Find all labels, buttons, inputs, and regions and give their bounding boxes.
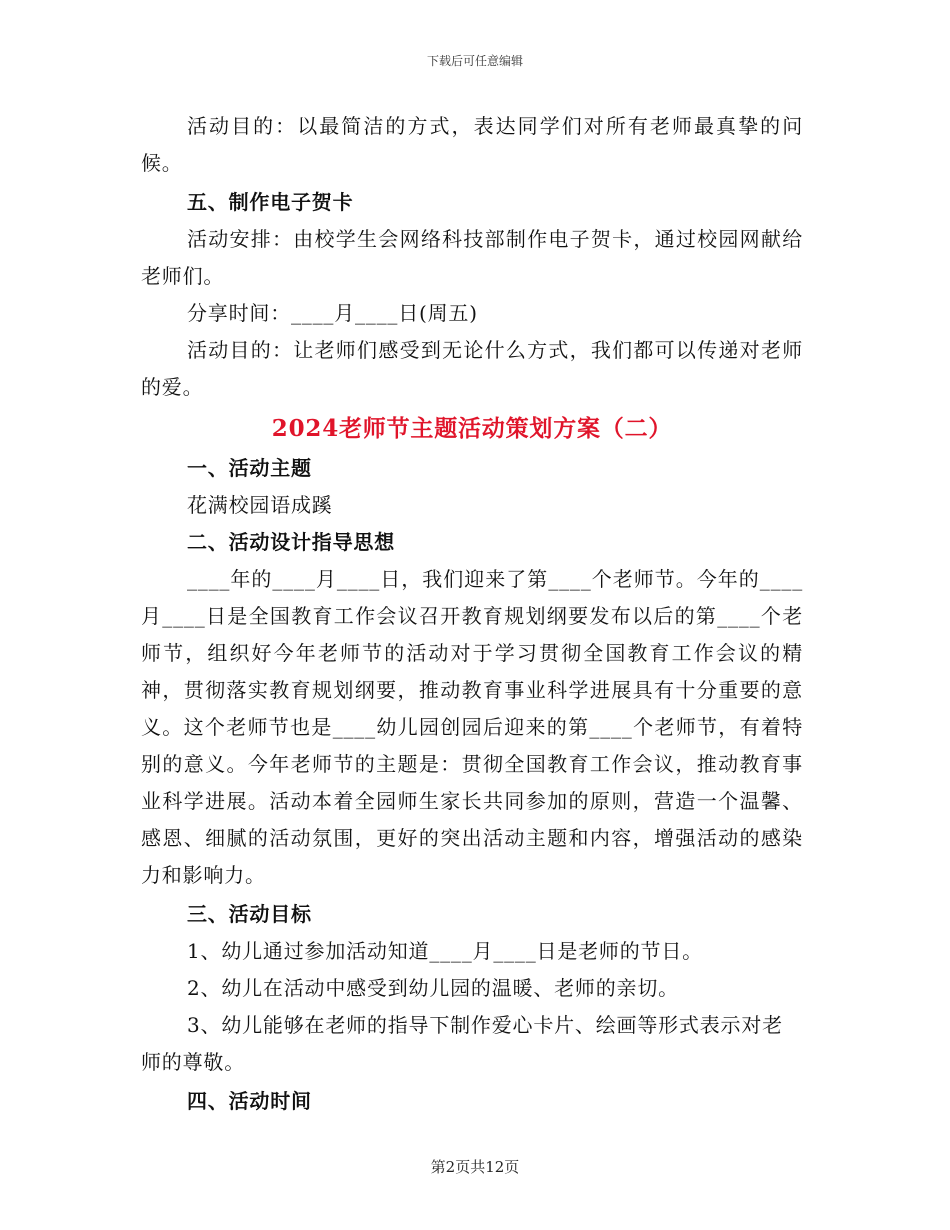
section-heading-2: 二、活动设计指导思想 [187,530,395,554]
document-title: 2024老师节主题活动策划方案（二） [271,415,673,442]
paragraph-activity-purpose-2: 活动目的：让老师们感受到无论什么方式，我们都可以传递对老师的爱。 [141,338,803,399]
paragraph-activity-arrangement: 活动安排：由校学生会网络科技部制作电子贺卡，通过校园网献给老师们。 [141,227,803,288]
goal-item-1: 1、幼儿通过参加活动知道____月____日是老师的节日。 [187,939,703,963]
paragraph-activity-purpose-1: 活动目的：以最简洁的方式，表达同学们对所有老师最真挚的问候。 [141,114,803,175]
section-heading-4: 四、活动时间 [187,1089,312,1113]
document-body [141,108,803,1120]
paragraph-share-time: 分享时间：____月____日(周五) [187,301,478,325]
section-heading-1: 一、活动主题 [187,456,312,480]
goal-item-2: 2、幼儿在活动中感受到幼儿园的温暖、老师的亲切。 [187,976,679,1000]
section-heading-3: 三、活动目标 [187,902,312,926]
goal-item-3: 3、幼儿能够在老师的指导下制作爱心卡片、绘画等形式表示对老师的尊敬。 [141,1013,783,1074]
activity-theme-text: 花满校园语成蹊 [187,493,333,517]
page-footer: 第2页共12页 [430,1158,520,1176]
guiding-thought-paragraph: ____年的____月____日，我们迎来了第____个老师节。今年的____月____日是全国教育工作会议召开教育规划纲要发布以后的第____个老师节，组织好今年老师节的活动对于学习贯彻全国教育工作会议的精神，贯彻落实教育规划纲要，推动教育事业科学进展具有十分重要的意义。这个老师节也是____幼儿园创园后迎来的第____个老师节，有着特别的意义。今年老师节的主题是：贯彻全国教育工作会议，推动教育事业科学进展。活动本着全园师生家长共同参加的原则，营造一个温馨、感恩、细腻的活动氛围，更好的突出活动主题和内容，增强活动的感染力和影响力。 [141,567,803,887]
section-heading-5: 五、制作电子贺卡 [187,190,354,214]
page-header: 下载后可任意编辑 [426,54,523,68]
